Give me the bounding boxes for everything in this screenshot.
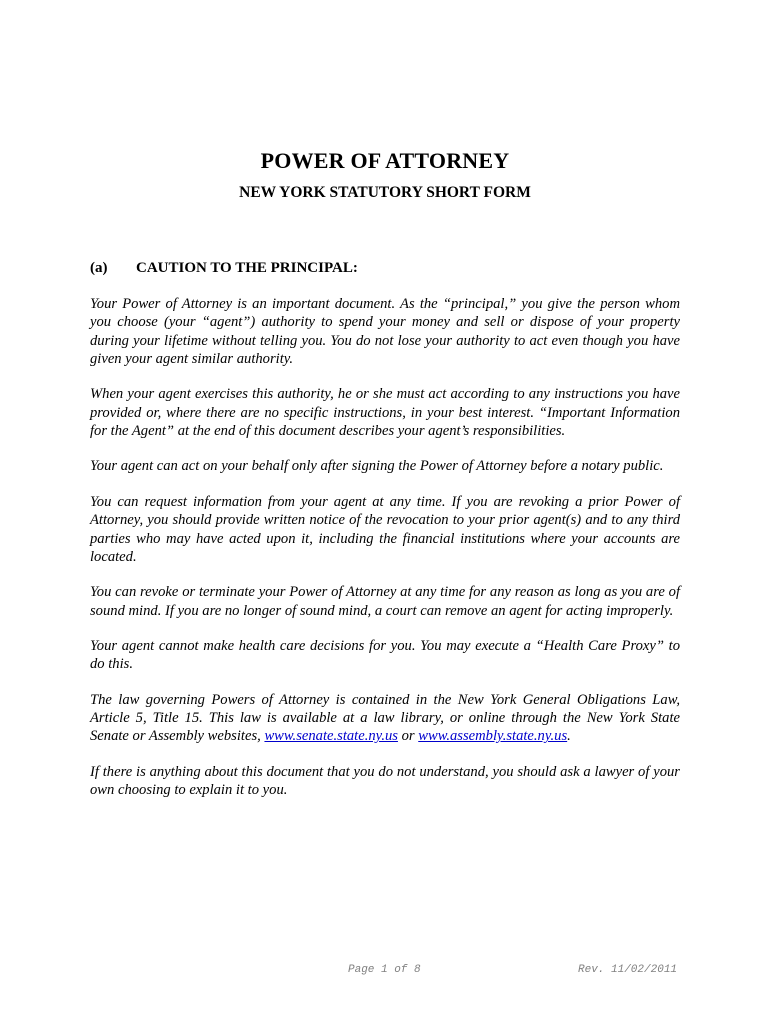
paragraph-notary: Your agent can act on your behalf only after signing the Power of Attorney before a notary public. [90, 458, 664, 475]
page-number: Page 1 of 8 [348, 964, 421, 976]
paragraph-revoke-terminate: You can revoke or terminate your Power of Attorney at any time for any reason as long as you are of sound mind. If you are no longer of sound mind, a court can remove an agent for acting improperly. [90, 584, 680, 619]
law-text-after: . [567, 728, 571, 745]
section-heading [90, 260, 358, 277]
section-heading-text: CAUTION TO THE PRINCIPAL: [136, 260, 358, 276]
document-title: POWER OF ATTORNEY [260, 148, 510, 173]
document-subtitle: NEW YORK STATUTORY SHORT FORM [239, 184, 531, 201]
paragraph-revocation-notice: You can request information from your agent at any time. If you are revoking a prior Power of Attorney, you should provide written notice of the revocation to your prior agent(s) and to any third parties who may have acted upon it, including the financial institutions where your accounts are located. [90, 493, 680, 565]
section-marker: (a) [90, 260, 108, 276]
paragraph-health-care: Your agent cannot make health care decisions for you. You may execute a “Health Care Proxy” to do this. [90, 638, 680, 673]
law-text-between: or [397, 728, 419, 745]
paragraph-agent-duties: When your agent exercises this authority, he or she must act according to any instructions you have provided or, where there are no specific instructions, in your best interest. “Important Information for the Agent” at the end of this document describes your agent’s responsibilities. [90, 386, 680, 439]
senate-website-link[interactable]: www.senate.state.ny.us [264, 728, 398, 745]
caution-body [90, 295, 680, 817]
assembly-website-link[interactable]: www.assembly.state.ny.us [418, 728, 568, 745]
law-text-before: The law governing Powers of Attorney is contained in the New York General Obligations Law, Article 5, Title 15. This law is available at a law library, or online through the New York State Senate or Assembly websites, [90, 691, 680, 745]
paragraph-principal-overview: Your Power of Attorney is an important document. As the “principal,” you give the person whom you choose (your “agent”) authority to spend your money and sell or dispose of your property during your lifetime without telling you. You do not lose your authority to act even though you have given your agent similar authority. [90, 296, 680, 367]
paragraph-ask-lawyer: If there is anything about this document that you do not understand, you should ask a lawyer of your own choosing to explain it to you. [90, 763, 680, 799]
revision-date: Rev. 11/02/2011 [578, 964, 678, 976]
paragraph-governing-law [90, 691, 680, 746]
